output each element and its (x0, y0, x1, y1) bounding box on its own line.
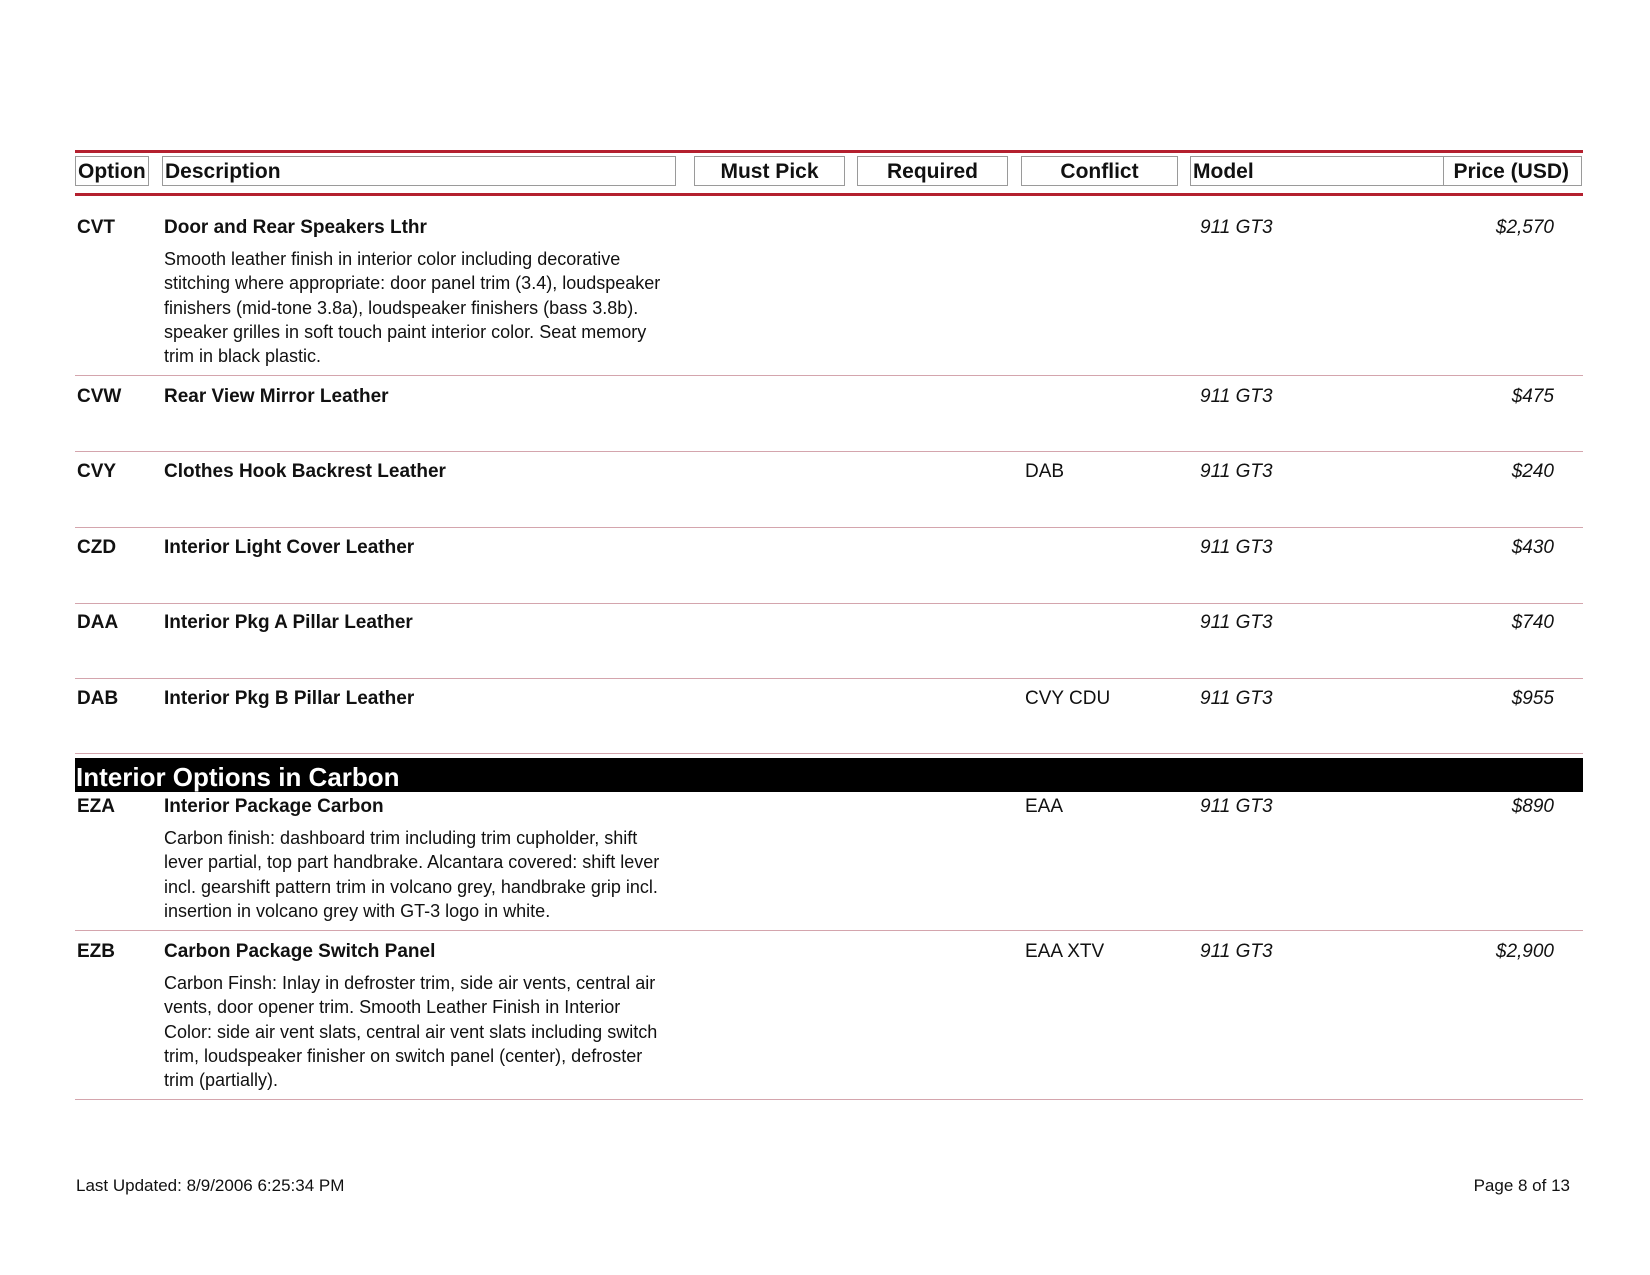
page-number-footer: Page 8 of 13 (1473, 1176, 1570, 1195)
option-model: 911 GT3 (1200, 612, 1273, 633)
option-price: $890 (1511, 796, 1554, 817)
option-title: Interior Pkg A Pillar Leather (164, 612, 413, 633)
row-separator (75, 930, 1583, 931)
option-price: $240 (1511, 461, 1554, 482)
option-conflict: EAA XTV (1025, 941, 1105, 962)
table-row (75, 687, 1583, 754)
option-description: Carbon finish: dashboard trim including trim cupholder, shift lever partial, top part handbrake. Alcantara covered: shift lever incl. gearshift pattern trim in volcano grey, handbrake grip incl. insertion in volcano grey with GT-3 logo in white. (164, 828, 660, 921)
header-price: Price (USD) (1443, 156, 1582, 186)
option-title: Interior Light Cover Leather (164, 537, 415, 558)
option-title: Clothes Hook Backrest Leather (164, 461, 446, 482)
option-title: Interior Package Carbon (164, 796, 384, 817)
option-price: $740 (1511, 612, 1554, 633)
option-code: CZD (77, 537, 117, 558)
option-title: Interior Pkg B Pillar Leather (164, 688, 415, 709)
option-model: 911 GT3 (1200, 386, 1273, 407)
option-description: Smooth leather finish in interior color including decorative stitching where appropriate: door panel trim (3.4), loudspeaker finishers (mid-tone 3.8a), loudspeaker finishers (bass 3.8b). speaker grilles in soft touch paint interior color. Seat memory trim in black plastic. (164, 249, 661, 367)
option-model: 911 GT3 (1200, 461, 1273, 482)
option-title: Door and Rear Speakers Lthr (164, 217, 427, 238)
option-title: Rear View Mirror Leather (164, 386, 389, 407)
option-model: 911 GT3 (1200, 941, 1273, 962)
header-description: Description (162, 156, 676, 186)
last-updated-footer: Last Updated: 8/9/2006 6:25:34 PM (76, 1176, 345, 1195)
option-price: $955 (1511, 688, 1554, 709)
option-conflict: EAA (1025, 796, 1064, 817)
option-code: CVW (77, 386, 122, 407)
option-model: 911 GT3 (1200, 537, 1273, 558)
option-code: CVY (77, 461, 117, 482)
option-model: 911 GT3 (1200, 217, 1273, 238)
table-row (75, 460, 1583, 528)
table-row (75, 216, 1583, 376)
option-model: 911 GT3 (1200, 688, 1273, 709)
option-code: DAB (77, 688, 119, 709)
option-conflict: CVY CDU (1025, 688, 1111, 709)
header-required: Required (857, 156, 1008, 186)
option-model: 911 GT3 (1200, 796, 1273, 817)
row-separator (75, 375, 1583, 376)
row-separator (75, 527, 1583, 528)
table-row (75, 611, 1583, 679)
option-conflict: DAB (1025, 461, 1065, 482)
header-top-rule (75, 150, 1583, 153)
table-row (75, 940, 1583, 1100)
header-must-pick: Must Pick (694, 156, 845, 186)
option-description: Carbon Finsh: Inlay in defroster trim, side air vents, central air vents, door opener trim. Smooth Leather Finish in Interior Color: side air vent slats, central air vent slats including switch trim, loudspeaker finisher on switch panel (center), defroster trim (partially). (164, 973, 658, 1091)
option-price: $475 (1511, 386, 1554, 407)
header-conflict: Conflict (1021, 156, 1178, 186)
option-code: EZA (77, 796, 115, 817)
row-separator (75, 678, 1583, 679)
header-model: Model (1190, 156, 1444, 186)
option-code: DAA (77, 612, 119, 633)
section-heading-carbon: Interior Options in Carbon (75, 758, 1583, 792)
option-code: EZB (77, 941, 115, 962)
row-separator (75, 753, 1583, 754)
header-option: Option (75, 156, 149, 186)
table-row (75, 385, 1583, 452)
option-price: $2,900 (1495, 941, 1554, 962)
header-bottom-rule (75, 193, 1583, 196)
table-row (75, 536, 1583, 604)
row-separator (75, 1099, 1583, 1100)
option-title: Carbon Package Switch Panel (164, 941, 436, 962)
table-row (75, 795, 1583, 931)
option-price: $430 (1511, 537, 1554, 558)
option-price: $2,570 (1495, 217, 1554, 238)
row-separator (75, 603, 1583, 604)
option-code: CVT (77, 217, 115, 238)
row-separator (75, 451, 1583, 452)
